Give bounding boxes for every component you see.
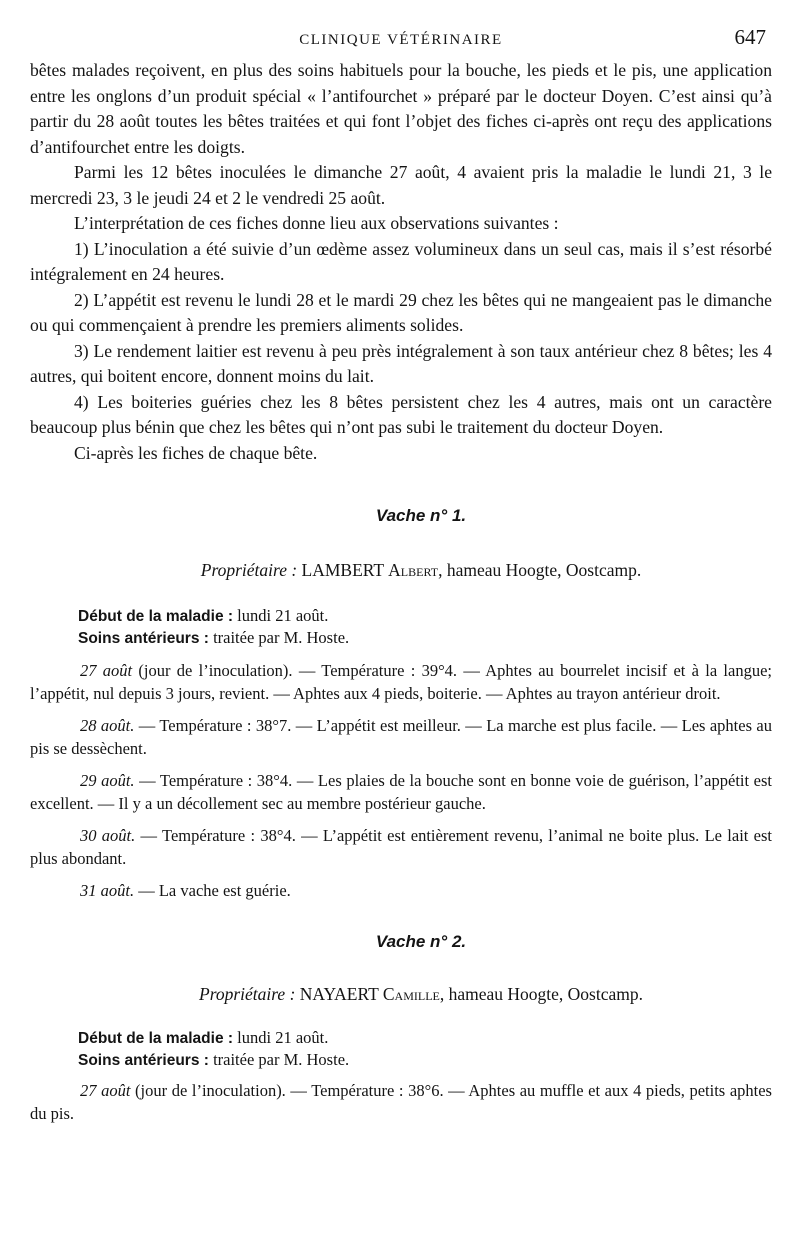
entry-date: 29 août.: [80, 771, 135, 790]
cow-1-entries: [30, 659, 772, 902]
entry-text: — Température : 38°4. — Les plaies de la bouche sont en bonne voie de guérison, l’appétit est excellent. — Il y a un décollement sec au membre postérieur gauche.: [30, 771, 772, 813]
disease-start-value: lundi 21 août.: [237, 1028, 329, 1047]
prior-care: [30, 1049, 772, 1071]
entry-text: — Température : 38°4. — L’appétit est entièrement revenu, l’animal ne boite plus. Le lait est plus abondant.: [30, 826, 772, 868]
entry-text: (jour de l’inoculation). — Température : 38°6. — Aphtes au muffle et aux 4 pieds, petits aphtes du pis.: [30, 1081, 772, 1123]
cow-2-entries: [30, 1079, 772, 1125]
intro-paragraph-8: Ci-après les fiches de chaque bête.: [74, 442, 318, 463]
prior-care-value: traitée par M. Hoste.: [213, 628, 350, 647]
daily-entry: [30, 714, 772, 760]
cow-1-heading: Vache n° 1.: [375, 506, 467, 525]
daily-entry: [30, 659, 772, 705]
owner-first-name: Albert,: [388, 560, 443, 580]
cow-1-owner: [50, 560, 792, 581]
entry-text: (jour de l’inoculation). — Température : 39°4. — Aphtes au bourrelet incisif et à la langue; l’appétit, nul depuis 3 jours, revient. — Aphtes aux 4 pieds, boiterie. — Aphtes au trayon antérieur droit.: [30, 661, 772, 703]
owner-place: hameau Hoogte, Oostcamp.: [446, 560, 642, 580]
entry-date: 27 août: [80, 661, 133, 680]
cow-2-owner: [50, 984, 792, 1005]
owner-place: hameau Hoogte, Oostcamp.: [448, 984, 643, 1004]
observation-4: 4) Les boiteries guéries chez les 8 bêtes persistent chez les 4 autres, mais ont un caractère beaucoup plus bénin que chez les bêtes qui n’ont pas subi le traitement du docteur Doyen.: [30, 391, 772, 437]
prior-care-value: traitée par M. Hoste.: [213, 1050, 350, 1069]
page-number: 647: [734, 25, 766, 49]
daily-entry: [30, 769, 772, 815]
owner-label: Propriétaire :: [200, 560, 298, 580]
entry-date: 30 août.: [80, 826, 136, 845]
cow-1-record: [30, 506, 772, 902]
daily-entry: [30, 1079, 772, 1125]
running-title: CLINIQUE VÉTÉRINAIRE: [299, 32, 503, 48]
daily-entry: [30, 879, 772, 902]
cow-2-record: [30, 932, 772, 1125]
prior-care-label: Soins antérieurs :: [78, 630, 209, 647]
intro-paragraph-2: Parmi les 12 bêtes inoculées le dimanche 27 août, 4 avaient pris la maladie le lundi 21, 3 le mercredi 23, 3 le jeudi 24 et 2 le vendredi 25 août.: [30, 162, 772, 208]
prior-care: [30, 627, 772, 649]
disease-start: [30, 1027, 772, 1049]
observation-3: 3) Le rendement laitier est revenu à peu près intégralement à son taux antérieur chez 8 bêtes; les 4 autres, qui boitent encore, donnent moins du lait.: [30, 340, 772, 386]
cow-2-meta: [30, 1027, 772, 1071]
owner-first-name: Camille,: [382, 984, 445, 1004]
prior-care-label: Soins antérieurs :: [78, 1052, 209, 1069]
owner-label: Propriétaire :: [199, 984, 296, 1004]
entry-date: 28 août.: [80, 716, 135, 735]
intro-paragraph-3: L’interprétation de ces fiches donne lieu aux observations suivantes :: [74, 213, 559, 233]
intro-section: [30, 58, 772, 466]
disease-start-value: lundi 21 août.: [237, 606, 329, 625]
observation-2: 2) L’appétit est revenu le lundi 28 et le mardi 29 chez les bêtes qui ne mangeaient pas le dimanche ou qui commençaient à prendre les premiers aliments solides.: [30, 289, 772, 335]
intro-paragraph-1: bêtes malades reçoivent, en plus des soins habituels pour la bouche, les pieds et le pis, une application entre les onglons d’un produit spécial « l’antifourchet » préparé par le docteur Doyen. C’est ainsi qu’à partir du 28 août toutes les bêtes traitées et qui font l’objet des fiches ci-après ont reçu des applications d’antifourchet entre les doigts.: [30, 60, 772, 157]
owner-surname: NAYAERT: [299, 984, 379, 1004]
page-header: [30, 22, 772, 58]
book-page: [30, 22, 772, 1125]
observation-1: 1) L’inoculation a été suivie d’un œdème assez volumineux dans un seul cas, mais il s’est résorbé intégralement en 24 heures.: [30, 238, 772, 284]
disease-start: [30, 605, 772, 627]
entry-text: — Température : 38°7. — L’appétit est meilleur. — La marche est plus facile. — Les aphtes au pis se dessèchent.: [30, 716, 772, 758]
entry-date: 27 août: [80, 1081, 131, 1100]
disease-start-label: Début de la maladie :: [78, 608, 234, 625]
cow-1-meta: [30, 605, 772, 649]
owner-surname: LAMBERT: [301, 560, 384, 580]
entry-date: 31 août.: [80, 881, 135, 900]
entry-text: — La vache est guérie.: [134, 881, 291, 900]
cow-2-heading: Vache n° 2.: [375, 932, 467, 951]
daily-entry: [30, 824, 772, 870]
disease-start-label: Début de la maladie :: [78, 1030, 234, 1047]
